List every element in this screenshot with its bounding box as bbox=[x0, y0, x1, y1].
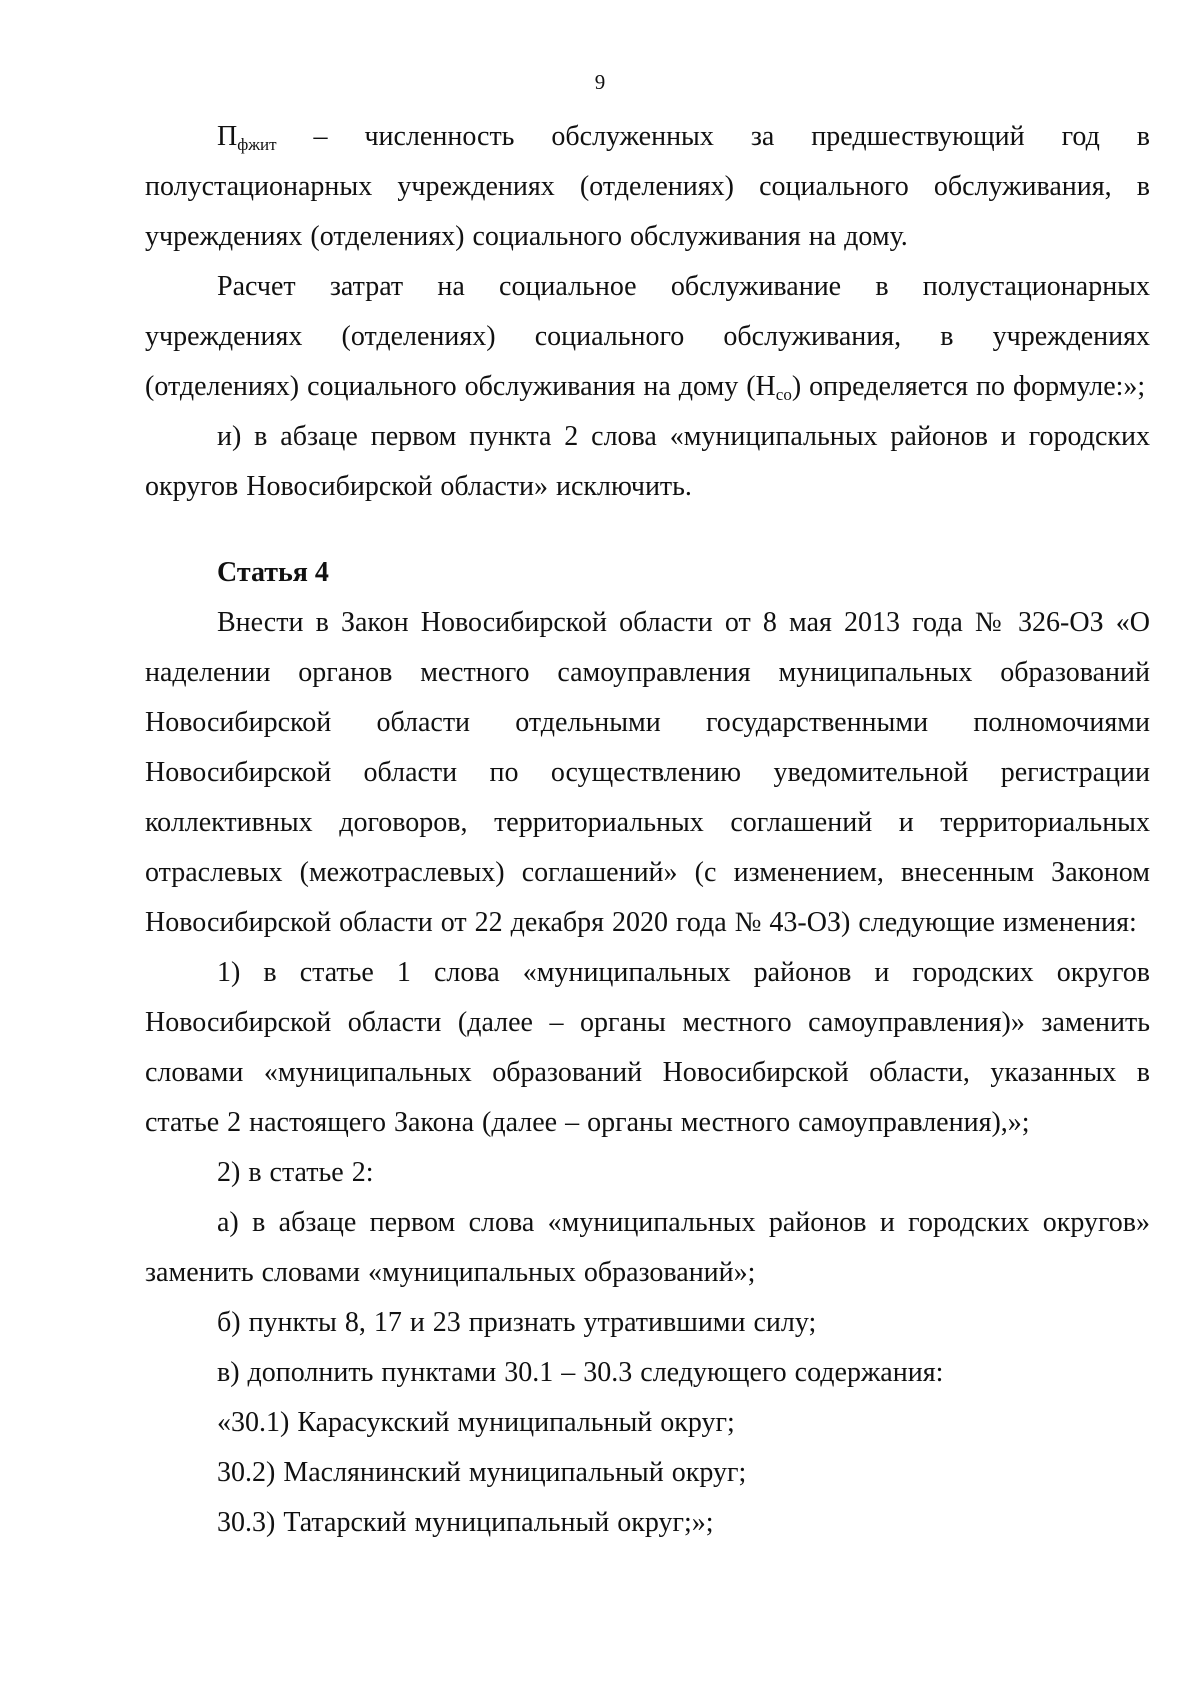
article-paragraph: а) в абзаце первом слова «муниципальных районов и городских округов» заменить словами «муниципальных образований»; bbox=[145, 1207, 1150, 1288]
definition-text: – численность обслуженных за предшествующий год в полустационарных учреждениях (отделениях) социального обслуживания, в учреждениях (отделениях) социального обслуживания на дому. bbox=[145, 121, 1150, 252]
article-paragraph: 30.2) Маслянинский муниципальный округ; bbox=[217, 1457, 747, 1488]
formula-subscript: со bbox=[775, 385, 792, 404]
amendment-paragraph-i: и) в абзаце первом пункта 2 слова «муниципальных районов и городских округов Новосибирской области» исключить. bbox=[145, 421, 1150, 502]
article-paragraph: в) дополнить пунктами 30.1 – 30.3 следующего содержания: bbox=[217, 1357, 944, 1388]
article-paragraph: 2) в статье 2: bbox=[217, 1157, 374, 1188]
article-paragraph: «30.1) Карасукский муниципальный округ; bbox=[217, 1407, 735, 1438]
article-paragraph: 1) в статье 1 слова «муниципальных районов и городских округов Новосибирской области (далее – органы местного самоуправления)» заменить словами «муниципальных образований Новосибирской области, указанных в статье 2 настоящего Закона (далее – органы местного самоуправления),»; bbox=[145, 957, 1150, 1138]
symbol-letter: П bbox=[217, 121, 238, 152]
symbol-subscript: фжит bbox=[237, 135, 277, 154]
document-body bbox=[145, 112, 1150, 1548]
definition-paragraph bbox=[145, 112, 1150, 262]
formula-intro-paragraph bbox=[145, 262, 1150, 412]
formula-intro-text-b: ) определяется по формуле:»; bbox=[791, 371, 1146, 402]
article-paragraph: 30.3) Татарский муниципальный округ;»; bbox=[217, 1507, 714, 1538]
article-paragraph: б) пункты 8, 17 и 23 признать утратившими силу; bbox=[217, 1307, 817, 1338]
formula-intro-text-a: Расчет затрат на социальное обслуживание в полустационарных учреждениях (отделениях) социального обслуживания, в учреждениях (отделениях) социального обслуживания на дому (Н bbox=[145, 271, 1150, 402]
article-paragraph: Внести в Закон Новосибирской области от 8 мая 2013 года № 326-ОЗ «О наделении органов местного самоуправления муниципальных образований Новосибирской области отдельными государственными полномочиями Новосибирской области по осуществлению уведомительной регистрации коллективных договоров, территориальных соглашений и территориальных отраслевых (межотраслевых) соглашений» (с изменением, внесенным Законом Новосибирской области от 22 декабря 2020 года № 43-ОЗ) следующие изменения: bbox=[145, 607, 1150, 938]
article-heading: Статья 4 bbox=[217, 557, 329, 588]
page-number: 9 bbox=[594, 70, 606, 94]
